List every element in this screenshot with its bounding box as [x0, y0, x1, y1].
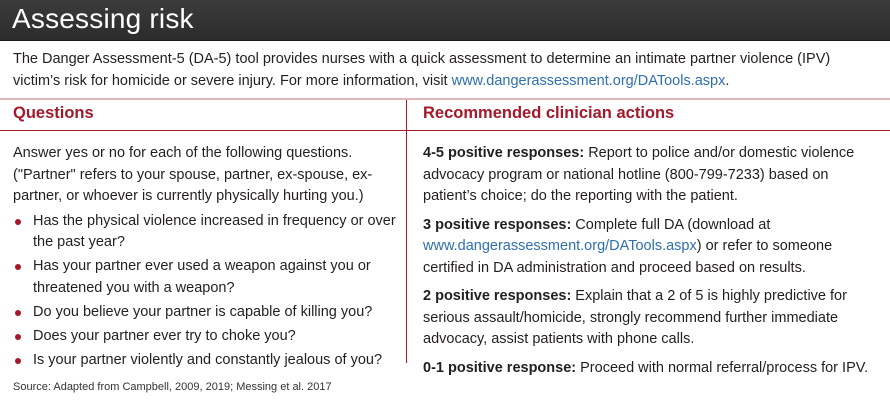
header-divider — [0, 130, 890, 131]
action-link[interactable]: www.dangerassessment.org/DATools.aspx — [423, 238, 697, 254]
action-item — [423, 143, 875, 208]
bullet-icon — [15, 219, 21, 225]
intro-link[interactable]: www.dangerassessment.org/DATools.aspx — [451, 73, 726, 89]
bullet-icon — [15, 264, 21, 270]
action-label: 2 positive responses: — [423, 288, 572, 304]
intro-paragraph — [13, 48, 875, 92]
list-item — [13, 350, 398, 372]
action-label: 3 positive responses: — [423, 216, 572, 233]
page-title: Assessing risk — [12, 3, 194, 34]
questions-header: Questions — [13, 104, 94, 122]
bullet-icon — [15, 334, 21, 340]
action-label: 0-1 positive response: — [423, 359, 577, 376]
question-text: Has your partner ever used a weapon against you or threatened you with a weapon? — [33, 258, 371, 296]
question-text: Do you believe your partner is capable of killing you? — [33, 303, 373, 320]
list-item — [13, 256, 398, 299]
action-item — [423, 215, 875, 280]
question-text: Is your partner violently and constantly jealous of you? — [33, 351, 383, 368]
action-text: Report to police and/or domestic violence advocacy program or national hotline (800-799-7233) based on patient’s choice; do the reporting with the patient. — [423, 145, 855, 204]
actions-header: Recommended clinician actions — [423, 104, 675, 122]
action-text: Proceed with normal referral/process for IPV. — [576, 359, 869, 376]
questions-intro: Answer yes or no for each of the following questions. ("Partner" refers to your spouse, partner, ex-spouse, ex-partner, or whoever is currently physically hurting you.) — [13, 145, 373, 204]
intro-end: . — [725, 73, 730, 89]
question-text: Does your partner ever try to choke you? — [33, 327, 296, 344]
list-item — [13, 302, 398, 324]
action-item — [423, 286, 875, 351]
list-item — [13, 326, 398, 348]
column-divider — [406, 100, 407, 363]
bullet-icon — [15, 310, 21, 316]
bullet-icon — [15, 358, 21, 364]
action-text: Complete full DA (download at — [571, 216, 771, 233]
action-text: Explain that a 2 of 5 is highly predictive for serious assault/homicide, strongly recommend further immediate advocacy, assist patients with phone calls. — [423, 288, 847, 347]
actions-column — [423, 143, 875, 386]
source-note: Source: Adapted from Campbell, 2009, 2019; Messing et al. 2017 — [13, 381, 332, 393]
action-label: 4-5 positive responses: — [423, 145, 585, 161]
title-bar — [0, 0, 890, 41]
action-text-end: ) or refer to someone certified in DA administration and proceed based on results. — [423, 238, 833, 276]
intro-text: The Danger Assessment-5 (DA-5) tool provides nurses with a quick assessment to determine an intimate partner violence (IPV) victim’s risk for homicide or severe injury. For more information, visit — [13, 51, 831, 89]
questions-list — [13, 211, 398, 372]
action-item — [423, 358, 875, 380]
question-text: Has the physical violence increased in frequency or over the past year? — [33, 212, 396, 250]
list-item — [13, 211, 398, 254]
questions-column — [13, 143, 398, 374]
